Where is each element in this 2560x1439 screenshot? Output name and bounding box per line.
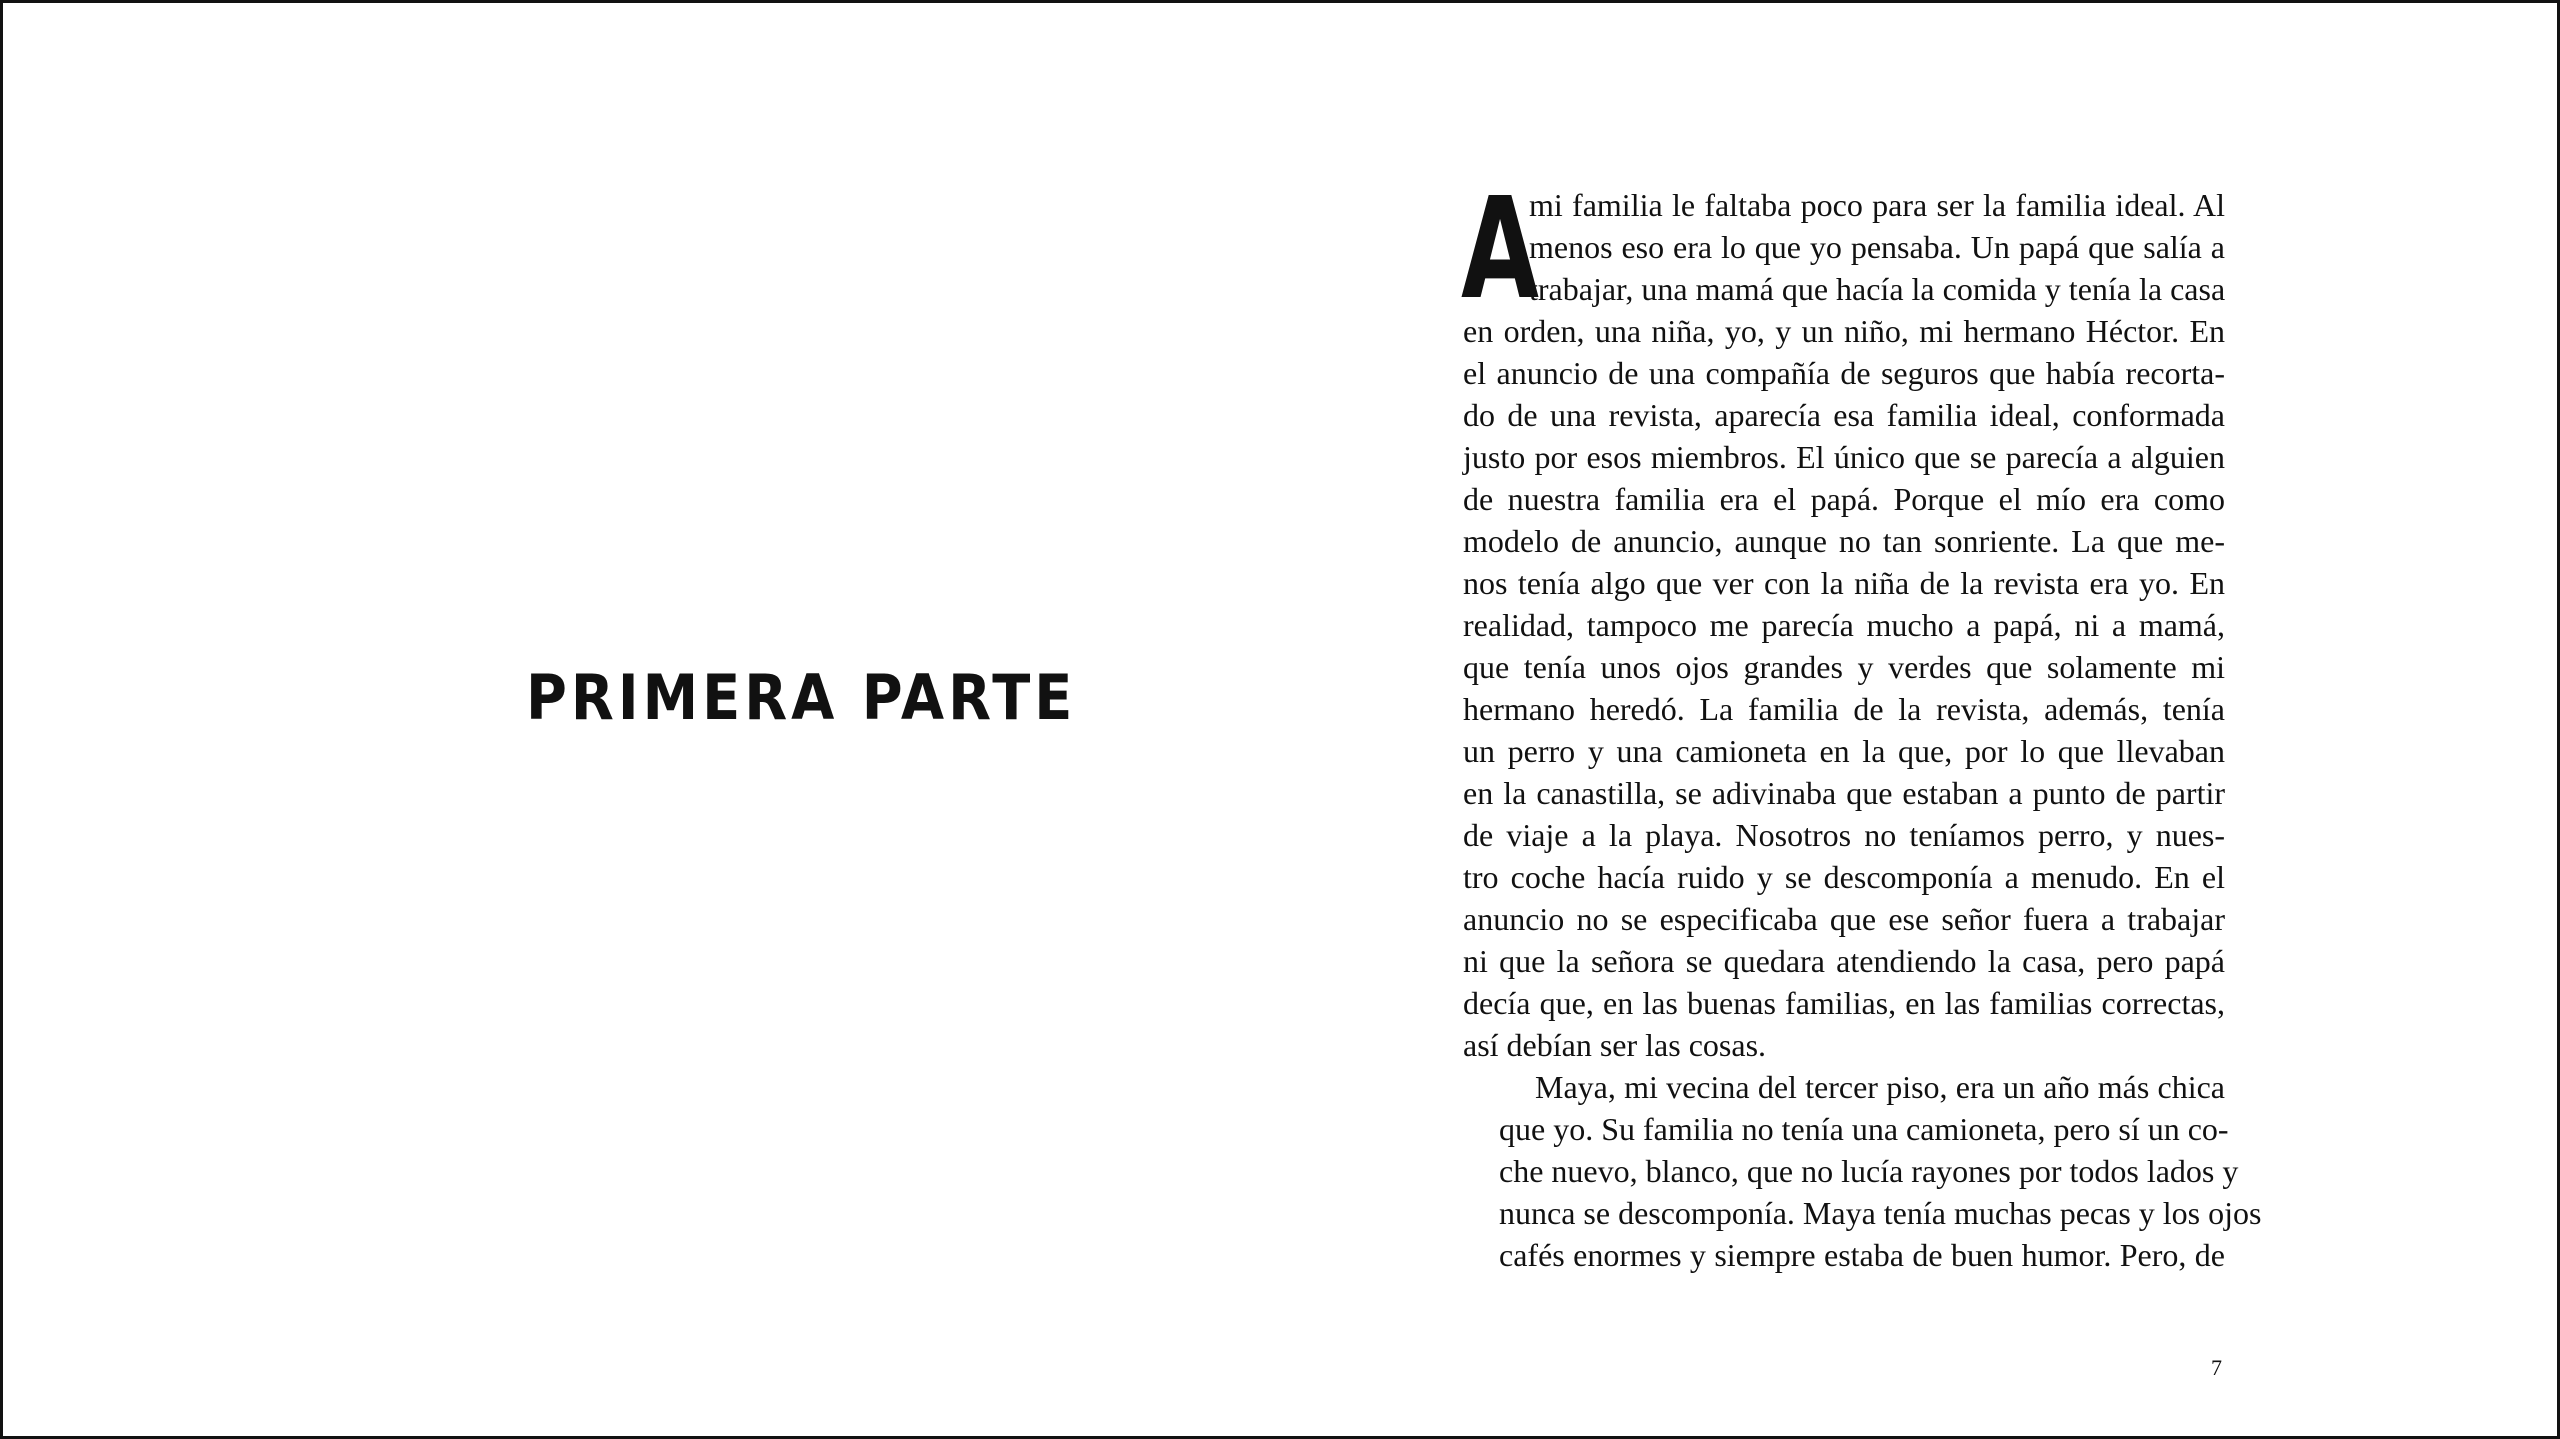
text-line: trabajar, una mamá que hacía la comida y tenía la casa bbox=[1529, 271, 2226, 307]
right-page bbox=[1461, 168, 2262, 1276]
text-line: que yo. Su familia no tenía una camioneta, pero sí un co- bbox=[1499, 1111, 2229, 1147]
paragraph-1 bbox=[1461, 168, 2226, 1066]
text-line: en orden, una niña, yo, y un niño, mi hermano Héctor. En bbox=[1463, 313, 2225, 349]
text-line: en la canastilla, se adivinaba que estaban a punto de partir bbox=[1463, 775, 2225, 811]
text-line: nunca se descomponía. Maya tenía muchas pecas y los ojos bbox=[1499, 1195, 2262, 1231]
text-line: modelo de anuncio, aunque no tan sonriente. La que me- bbox=[1463, 523, 2225, 559]
text-line: Maya, mi vecina del tercer piso, era un año más chica bbox=[1535, 1069, 2225, 1105]
text-line: hermano heredó. La familia de la revista, además, tenía bbox=[1463, 691, 2225, 727]
text-line: realidad, tampoco me parecía mucho a papá, ni a mamá, bbox=[1463, 607, 2225, 643]
text-line: nos tenía algo que ver con la niña de la revista era yo. En bbox=[1463, 565, 2225, 601]
text-line: menos eso era lo que yo pensaba. Un papá que salía a bbox=[1529, 229, 2225, 265]
left-page bbox=[3, 3, 1283, 1436]
paragraph-2 bbox=[1463, 1066, 2262, 1276]
text-line: así debían ser las cosas. bbox=[1463, 1027, 1767, 1063]
text-line: ni que la señora se quedara atendiendo la casa, pero papá bbox=[1463, 943, 2225, 979]
text-line: que tenía unos ojos grandes y verdes que solamente mi bbox=[1463, 649, 2225, 685]
part-title: PRIMERA PARTE bbox=[526, 661, 1077, 734]
text-line: decía que, en las buenas familias, en las familias correctas, bbox=[1463, 985, 2225, 1021]
text-line: mi familia le faltaba poco para ser la familia ideal. Al bbox=[1529, 187, 2225, 223]
text-line: anuncio no se especificaba que ese señor fuera a trabajar bbox=[1463, 901, 2225, 937]
text-line: de viaje a la playa. Nosotros no teníamos perro, y nues- bbox=[1463, 817, 2225, 853]
text-line: cafés enormes y siempre estaba de buen humor. Pero, de bbox=[1499, 1237, 2225, 1273]
text-line: un perro y una camioneta en la que, por lo que llevaban bbox=[1463, 733, 2225, 769]
text-line: de nuestra familia era el papá. Porque el mío era como bbox=[1463, 481, 2225, 517]
text-line: do de una revista, aparecía esa familia ideal, conformada bbox=[1463, 397, 2225, 433]
text-line: justo por esos miembros. El único que se parecía a alguien bbox=[1463, 439, 2225, 475]
text-line: el anuncio de una compañía de seguros que había recorta- bbox=[1463, 355, 2225, 391]
drop-cap: A bbox=[1461, 168, 1540, 331]
page-number: 7 bbox=[2211, 1355, 2222, 1380]
text-line: che nuevo, blanco, que no lucía rayones por todos lados y bbox=[1499, 1153, 2239, 1189]
text-line: tro coche hacía ruido y se descomponía a menudo. En el bbox=[1463, 859, 2225, 895]
